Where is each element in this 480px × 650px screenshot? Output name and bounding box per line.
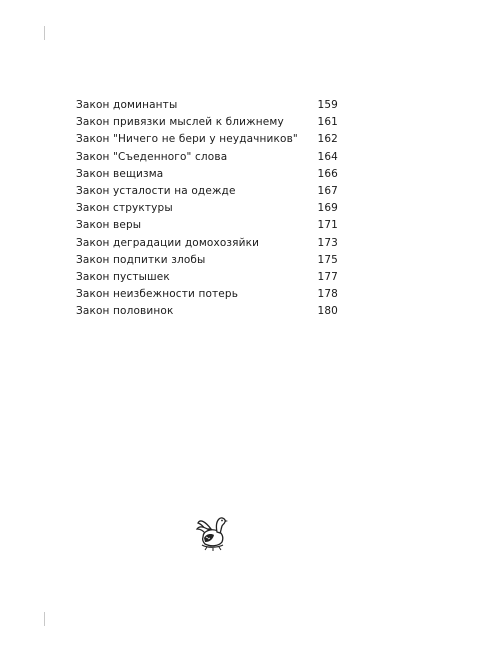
- toc-entry-page: 159: [317, 99, 338, 111]
- toc-entry-page: 169: [317, 202, 338, 215]
- toc-entry-page: 175: [317, 253, 338, 266]
- toc-entry-title: Закон пустышек: [76, 270, 170, 283]
- toc-entry-page: 173: [317, 236, 338, 249]
- toc-entry-title: Закон "Съеденного" слова: [76, 150, 228, 163]
- table-of-contents: [76, 97, 338, 320]
- toc-entry-page: 180: [317, 305, 338, 318]
- toc-entry-title: Закон неизбежности потерь: [76, 288, 239, 301]
- bottom-left-margin-mark: [44, 612, 45, 626]
- toc-entry[interactable]: [76, 183, 338, 200]
- toc-entry-page: 162: [317, 133, 338, 146]
- toc-entry-page: 177: [317, 270, 338, 283]
- toc-entry[interactable]: [76, 166, 338, 183]
- toc-entry-title: Закон подпитки злобы: [76, 253, 206, 266]
- toc-entry-title: Закон "Ничего не бери у неудачников": [76, 133, 298, 146]
- toc-entry[interactable]: [76, 217, 338, 234]
- toc-entry[interactable]: [76, 97, 338, 114]
- winged-bird-emblem-icon: [189, 507, 237, 555]
- toc-entry-title: Закон усталости на одежде: [76, 184, 236, 197]
- toc-entry-page: 161: [317, 116, 338, 129]
- toc-entry-title: Закон веры: [76, 219, 142, 232]
- toc-entry[interactable]: [76, 131, 338, 148]
- toc-entry-title: Закон деградации домохозяйки: [76, 236, 260, 249]
- top-left-margin-mark: [44, 26, 45, 40]
- toc-entry-page: 178: [317, 288, 338, 301]
- toc-entry-page: 167: [317, 184, 338, 197]
- toc-entry-page: 171: [317, 219, 338, 232]
- toc-entry-title: Закон привязки мыслей к ближнему: [76, 116, 284, 129]
- toc-entry-title: Закон структуры: [76, 202, 173, 215]
- toc-entry-page: 164: [317, 150, 338, 163]
- toc-entry-page: 166: [317, 167, 338, 180]
- toc-entry[interactable]: [76, 286, 338, 303]
- toc-entry[interactable]: [76, 303, 338, 320]
- toc-entry-title: Закон половинок: [76, 305, 174, 318]
- toc-entry[interactable]: [76, 252, 338, 269]
- toc-entry[interactable]: [76, 269, 338, 286]
- toc-entry-title: Закон вещизма: [76, 167, 164, 180]
- toc-entry[interactable]: [76, 114, 338, 131]
- toc-entry[interactable]: [76, 149, 338, 166]
- toc-entry-title: Закон доминанты: [76, 99, 178, 111]
- toc-entry[interactable]: [76, 235, 338, 252]
- toc-entry[interactable]: [76, 200, 338, 217]
